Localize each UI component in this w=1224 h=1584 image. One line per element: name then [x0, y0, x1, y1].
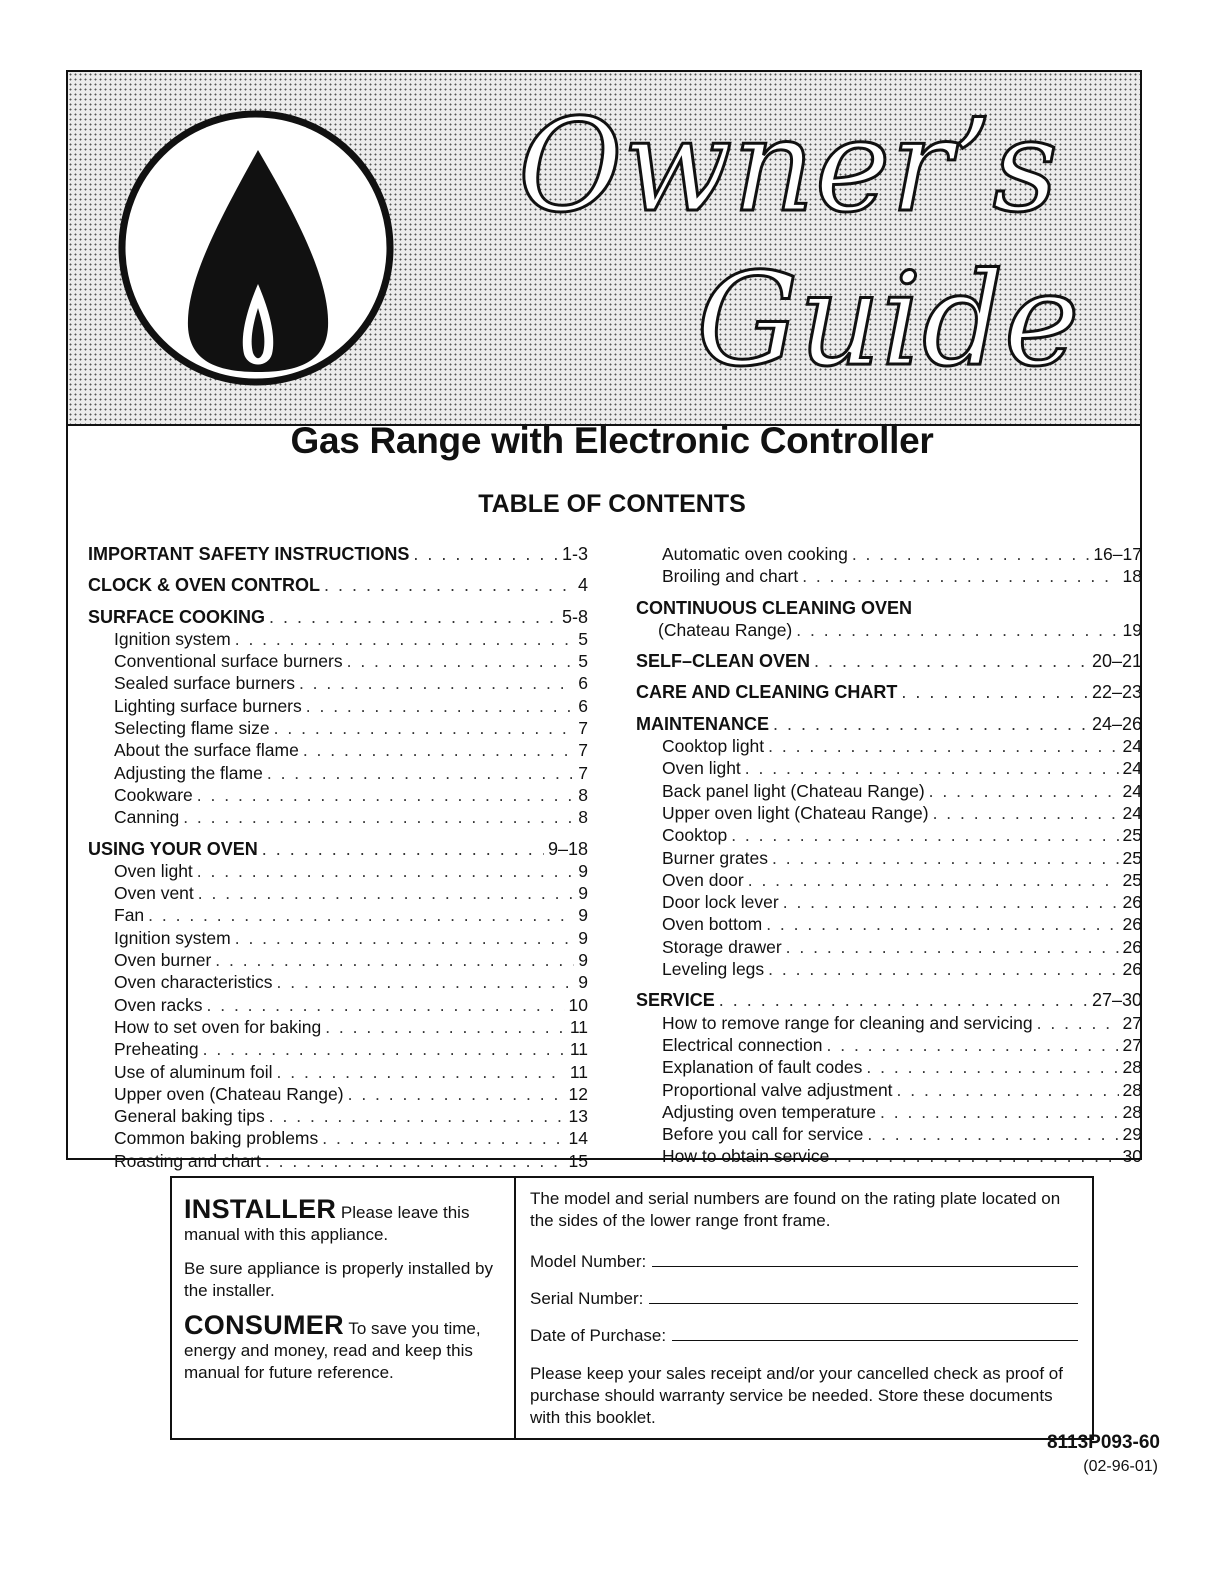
toc-entry-page: 10	[568, 994, 588, 1015]
toc-entry-label: Cookware	[114, 784, 193, 805]
toc-leader-dots	[215, 949, 574, 971]
toc-entry-page: 6	[578, 695, 588, 716]
toc-entry-label: USING YOUR OVEN	[88, 838, 258, 859]
toc-entry-label: Leveling legs	[662, 959, 765, 980]
toc-leader-dots	[197, 860, 574, 882]
toc-section-entry	[636, 597, 1142, 619]
toc-entry-label: SELF–CLEAN OVEN	[636, 651, 811, 672]
toc-entry-page: 26	[1122, 959, 1142, 980]
toc-entry-page: 20–21	[1091, 651, 1142, 672]
toc-entry-page: 26	[1122, 892, 1142, 913]
toc-entry	[636, 1101, 1142, 1123]
toc-leader-dots	[748, 869, 1119, 891]
toc-leader-dots	[880, 1101, 1119, 1123]
toc-entry	[88, 949, 588, 971]
toc-leader-dots	[772, 847, 1119, 869]
toc-entry-label: Burner grates	[662, 847, 769, 868]
toc-entry-page: 15	[568, 1150, 588, 1171]
toc-entry-label: Electrical connection	[662, 1034, 823, 1055]
installer-text: Please leave this manual with this appliance.	[184, 1203, 470, 1244]
toc-entry-label: Oven vent	[114, 883, 194, 904]
date-of-purchase-field[interactable]	[530, 1324, 1078, 1347]
toc-leader-dots	[933, 802, 1119, 824]
toc-leader-dots	[299, 672, 574, 694]
toc-entry	[88, 1038, 588, 1060]
model-number-field[interactable]	[530, 1250, 1078, 1273]
toc-entry-page: 22–23	[1091, 682, 1142, 703]
toc-entry-page: 25	[1122, 825, 1142, 846]
toc-leader-dots	[901, 681, 1088, 703]
toc-entry-label: Automatic oven cooking	[662, 544, 848, 564]
toc-entry-label: How to remove range for cleaning and servicing	[662, 1012, 1033, 1033]
toc-entry-label: CONTINUOUS CLEANING OVEN	[636, 597, 913, 618]
toc-entry-label: Common baking problems	[114, 1128, 319, 1149]
toc-entry-label: Adjusting the flame	[114, 762, 263, 783]
toc-entry-page: 5	[578, 628, 588, 649]
consumer-note	[184, 1310, 504, 1384]
toc-entry-page: 1-3	[561, 544, 588, 564]
installer-note	[184, 1194, 504, 1246]
toc-leader-dots	[852, 543, 1090, 565]
toc-leader-dots	[267, 762, 574, 784]
toc-entry-page: 27	[1122, 1034, 1142, 1055]
toc-leader-dots	[719, 989, 1088, 1011]
toc-entry-label: Selecting flame size	[114, 718, 270, 739]
toc-leader-dots	[183, 806, 574, 828]
toc-section-entry	[636, 713, 1142, 735]
toc-leader-dots	[833, 1145, 1118, 1167]
toc-entry	[636, 936, 1142, 958]
toc-entry	[88, 1061, 588, 1083]
toc-entry-page: 12	[568, 1083, 588, 1104]
toc-entry-page: 24	[1122, 780, 1142, 801]
toc-leader-dots	[786, 936, 1119, 958]
toc-entry-label: Use of aluminum foil	[114, 1061, 273, 1082]
toc-entry	[88, 971, 588, 993]
toc-entry-page: 25	[1122, 869, 1142, 890]
toc-entry-page: 8	[578, 784, 588, 805]
document-date: (02-96-01)	[1083, 1458, 1158, 1475]
title-owners: Owner’s	[517, 92, 1059, 241]
receipt-note: Please keep your sales receipt and/or your cancelled check as proof of purchase should warranty service be needed. Store these documents with this booklet.	[530, 1364, 1063, 1427]
toc-leader-dots	[277, 971, 575, 993]
toc-entry	[636, 619, 1142, 641]
toc-leader-dots	[348, 1083, 565, 1105]
toc-entry-label: Oven burner	[114, 950, 212, 971]
toc-entry	[636, 802, 1142, 824]
toc-entry	[88, 1016, 588, 1038]
toc-entry-page: 8	[578, 807, 588, 828]
toc-entry	[636, 891, 1142, 913]
toc-leader-dots	[766, 913, 1118, 935]
toc-entry	[88, 882, 588, 904]
toc-entry-label: CLOCK & OVEN CONTROL	[88, 575, 320, 596]
toc-entry	[88, 860, 588, 882]
info-box	[170, 1176, 1094, 1440]
toc-entry-page: 18	[1122, 566, 1142, 587]
toc-entry-page: 26	[1122, 936, 1142, 957]
toc-leader-dots	[731, 824, 1118, 846]
toc-leader-dots	[796, 619, 1118, 641]
toc-entry	[636, 735, 1142, 757]
toc-entry-page: 28	[1122, 1079, 1142, 1100]
toc-entry	[636, 757, 1142, 779]
toc-entry	[636, 869, 1142, 891]
toc-entry-label: SERVICE	[636, 990, 715, 1011]
toc-leader-dots	[347, 650, 575, 672]
toc-entry-page: 30	[1122, 1146, 1142, 1167]
toc-entry	[88, 717, 588, 739]
toc-entry-page: 7	[578, 740, 588, 761]
toc-entry-page: 24	[1122, 736, 1142, 757]
toc-entry-page: 11	[569, 1039, 588, 1060]
toc-entry	[88, 806, 588, 828]
banner-art	[68, 72, 1140, 424]
toc-leader-dots	[277, 1061, 566, 1083]
toc-entry-page: 9	[578, 972, 588, 993]
toc-leader-dots	[235, 628, 575, 650]
installer-heading: INSTALLER	[184, 1194, 337, 1224]
toc-entry	[88, 994, 588, 1016]
toc-entry-label: Explanation of fault codes	[662, 1057, 863, 1078]
toc-leader-dots	[413, 543, 558, 565]
toc-section-entry	[88, 606, 588, 628]
toc-entry	[88, 695, 588, 717]
installer-check-note: Be sure appliance is properly installed by the installer.	[184, 1259, 494, 1300]
toc-entry-label: Before you call for service	[662, 1124, 864, 1145]
toc-entry	[88, 1127, 588, 1149]
toc-leader-dots	[827, 1034, 1119, 1056]
toc-entry-page: 28	[1122, 1057, 1142, 1078]
toc-section-entry	[88, 838, 588, 860]
toc-entry-label: Ignition system	[114, 628, 231, 649]
toc-entry-label: CARE AND CLEANING CHART	[636, 682, 898, 703]
toc-section-entry	[88, 574, 588, 596]
toc-entry-page: 19	[1122, 619, 1142, 640]
toc-leader-dots	[322, 1127, 564, 1149]
toc-entry-page: 4	[577, 575, 588, 596]
toc-entry-label: Upper oven (Chateau Range)	[114, 1083, 344, 1104]
toc-entry	[88, 628, 588, 650]
toc-entry-page: 9	[578, 950, 588, 971]
serial-number-field[interactable]	[530, 1287, 1078, 1310]
toc-entry-label: Conventional surface burners	[114, 651, 343, 672]
toc-entry-label: Oven characteristics	[114, 972, 273, 993]
toc-section-entry	[636, 989, 1142, 1011]
toc-leader-dots	[745, 757, 1119, 779]
toc-leader-dots	[867, 1123, 1118, 1145]
toc-entry-page: 7	[578, 718, 588, 739]
toc-entry-label: Sealed surface burners	[114, 673, 295, 694]
toc-entry-page: 24–26	[1091, 713, 1142, 734]
toc-entry-label: General baking tips	[114, 1106, 265, 1127]
title-guide: Guide	[696, 246, 1080, 395]
toc-entry-label: MAINTENANCE	[636, 713, 769, 734]
toc-entry-page: 13	[568, 1106, 588, 1127]
toc-entry	[88, 650, 588, 672]
gas-flame-icon	[122, 114, 390, 382]
toc-entry-label: About the surface flame	[114, 740, 299, 761]
toc-entry	[636, 847, 1142, 869]
toc-entry-label: Upper oven light (Chateau Range)	[662, 802, 929, 823]
consumer-text: To save you time, energy and money, read and keep this manual for future reference.	[184, 1319, 481, 1382]
toc-leader-dots	[773, 713, 1088, 735]
toc-leader-dots	[306, 695, 575, 717]
toc-right-column	[636, 543, 1142, 1168]
toc-entry-page: 9	[578, 860, 588, 881]
toc-leader-dots	[269, 606, 558, 628]
toc-entry-label: Storage drawer	[662, 936, 782, 957]
toc-entry-page: 26	[1122, 914, 1142, 935]
toc-entry-label: Cooktop light	[662, 736, 765, 757]
toc-leader-dots	[929, 780, 1119, 802]
toc-entry-page: 5-8	[561, 606, 588, 627]
toc-entry	[88, 739, 588, 761]
toc-entry	[636, 913, 1142, 935]
toc-entry	[636, 543, 1142, 565]
toc-entry-label: IMPORTANT SAFETY INSTRUCTIONS	[88, 544, 410, 564]
toc-entry-label: Oven bottom	[662, 914, 763, 935]
toc-entry-label: SURFACE COOKING	[88, 606, 266, 627]
toc-leader-dots	[198, 882, 574, 904]
toc-entry-label: Back panel light (Chateau Range)	[662, 780, 925, 801]
toc-entry-label: Door lock lever	[662, 892, 779, 913]
toc-leader-dots	[265, 1150, 565, 1172]
toc-entry	[636, 1079, 1142, 1101]
registration-panel	[516, 1178, 1092, 1438]
toc-entry-label: Ignition system	[114, 927, 231, 948]
toc-entry-label: Proportional valve adjustment	[662, 1079, 893, 1100]
consumer-heading: CONSUMER	[184, 1310, 344, 1340]
date-of-purchase-label: Date of Purchase:	[530, 1326, 667, 1345]
toc-leader-dots	[783, 891, 1119, 913]
toc-heading: TABLE OF CONTENTS	[478, 490, 746, 518]
toc-entry-page: 11	[569, 1016, 588, 1037]
toc-entry-label: Adjusting oven temperature	[662, 1101, 877, 1122]
toc-section-entry	[88, 543, 588, 565]
toc-leader-dots	[1037, 1012, 1119, 1034]
toc-entry-page: 24	[1122, 758, 1142, 779]
toc-entry-page: 25	[1122, 847, 1142, 868]
toc-leader-dots	[203, 1038, 566, 1060]
toc-entry	[636, 1145, 1142, 1167]
toc-entry	[88, 1083, 588, 1105]
toc-entry-label: Oven light	[662, 758, 741, 779]
toc-entry	[88, 1150, 588, 1172]
toc-leader-dots	[802, 565, 1118, 587]
rating-plate-note: The model and serial numbers are found on the rating plate located on the sides of the lower range front frame.	[530, 1189, 1061, 1230]
toc-entry-label: Preheating	[114, 1039, 199, 1060]
toc-entry-page: 14	[568, 1128, 588, 1149]
toc-left-column	[88, 543, 588, 1172]
toc-leader-dots	[148, 904, 574, 926]
toc-leader-dots	[269, 1105, 565, 1127]
toc-leader-dots	[768, 958, 1118, 980]
toc-leader-dots	[325, 1016, 566, 1038]
toc-entry-page: 11	[569, 1061, 588, 1082]
installer-consumer-panel	[172, 1178, 516, 1438]
toc-entry-label: Canning	[114, 807, 180, 828]
toc-section-entry	[636, 681, 1142, 703]
toc-leader-dots	[274, 717, 575, 739]
toc-entry	[88, 784, 588, 806]
toc-entry	[88, 904, 588, 926]
toc-leader-dots	[324, 574, 574, 596]
model-number-label: Model Number:	[530, 1252, 647, 1271]
toc-entry-page: 9	[578, 927, 588, 948]
toc-section-entry	[636, 650, 1142, 672]
toc-entry	[88, 672, 588, 694]
toc-leader-dots	[235, 927, 575, 949]
title-banner	[66, 70, 1142, 426]
toc-leader-dots	[814, 650, 1088, 672]
toc-entry-page: 24	[1122, 802, 1142, 823]
toc-entry-label: Oven racks	[114, 994, 203, 1015]
toc-entry-label: Roasting and chart	[114, 1150, 261, 1171]
toc-entry-page: 28	[1122, 1101, 1142, 1122]
toc-entry-label: Broiling and chart	[662, 566, 799, 587]
toc-entry	[636, 1034, 1142, 1056]
toc-entry-label: Lighting surface burners	[114, 695, 302, 716]
serial-number-label: Serial Number:	[530, 1289, 644, 1308]
toc-entry-label: Cooktop	[662, 825, 728, 846]
toc-entry-page: 16–17	[1093, 544, 1142, 564]
toc-entry	[636, 780, 1142, 802]
toc-entry	[88, 927, 588, 949]
toc-entry	[636, 1012, 1142, 1034]
toc-leader-dots	[897, 1079, 1119, 1101]
toc-entry-label: How to obtain service	[662, 1146, 830, 1167]
toc-leader-dots	[866, 1056, 1118, 1078]
toc-entry-page: 9–18	[547, 838, 588, 859]
toc-entry-label: Fan	[114, 905, 145, 926]
toc-leader-dots	[303, 739, 574, 761]
toc-entry	[636, 824, 1142, 846]
toc-entry	[636, 958, 1142, 980]
toc-entry-page: 7	[578, 762, 588, 783]
toc-leader-dots	[197, 784, 574, 806]
toc-entry-page: 9	[578, 905, 588, 926]
toc-entry-page: 27	[1122, 1012, 1142, 1033]
toc-entry-label: How to set oven for baking	[114, 1016, 322, 1037]
toc-entry	[636, 565, 1142, 587]
toc-entry-page: 27–30	[1091, 990, 1142, 1011]
toc-entry-label: Oven door	[662, 869, 744, 890]
toc-entry-page: 6	[578, 673, 588, 694]
toc-entry	[636, 1056, 1142, 1078]
toc-entry-page: 9	[578, 883, 588, 904]
toc-entry-page: 29	[1122, 1124, 1142, 1145]
toc-entry	[88, 1105, 588, 1127]
toc-entry-label: Oven light	[114, 860, 193, 881]
toc-entry-label: (Chateau Range)	[658, 619, 793, 640]
toc-leader-dots	[768, 735, 1118, 757]
document-number: 8113P093-60	[1046, 1432, 1160, 1453]
toc-leader-dots	[207, 994, 565, 1016]
toc-entry-page: 5	[578, 651, 588, 672]
toc-leader-dots	[262, 838, 544, 860]
toc-entry	[636, 1123, 1142, 1145]
product-headline: Gas Range with Electronic Controller	[290, 420, 934, 461]
toc-entry	[88, 762, 588, 784]
